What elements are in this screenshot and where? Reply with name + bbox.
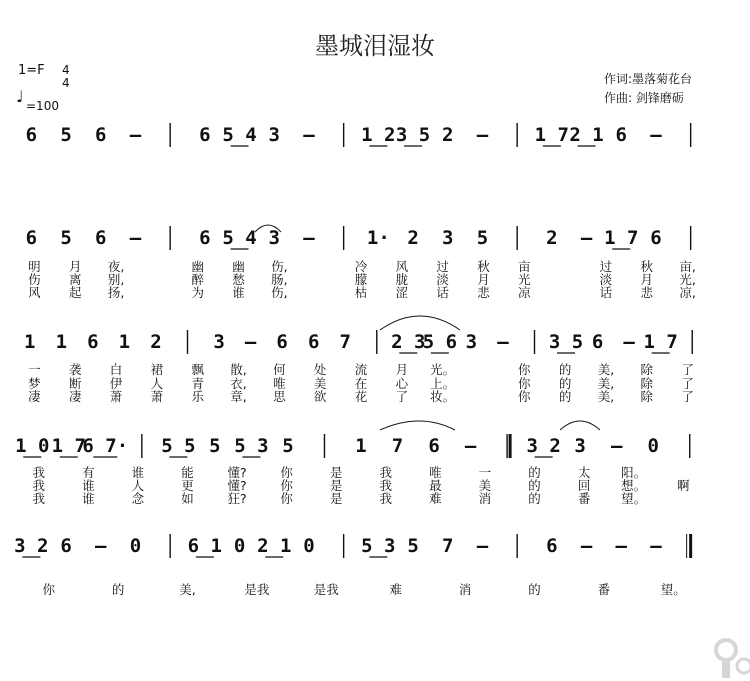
note: 3 2: [526, 435, 561, 457]
lyric-char: 月: [477, 272, 490, 287]
lyric-char: 人: [150, 376, 164, 391]
lyric-char: 衣,: [230, 376, 247, 391]
note: 1 7: [643, 331, 678, 353]
lyric-char: 肠,: [271, 272, 288, 287]
lyric-char: 有: [82, 465, 95, 480]
note: –: [95, 535, 107, 557]
note: 1: [24, 331, 36, 353]
lyric-char: 悲: [477, 285, 490, 300]
lyric-char: 除: [640, 362, 654, 377]
note: 1 2: [361, 124, 396, 146]
lyric-char: 淡: [436, 272, 449, 287]
lyric-char: 话: [599, 285, 613, 300]
lyric-char: 欲: [313, 389, 327, 404]
lyric-char: 离: [68, 272, 82, 287]
lyric-char: 最: [429, 478, 442, 493]
lyric-char: 的: [528, 465, 541, 480]
lyric-char: 悲: [640, 285, 654, 300]
note: 3 2: [14, 535, 49, 557]
lyric-char: 你: [280, 491, 293, 506]
lyric-char: 我: [379, 465, 393, 480]
lyric-char: 除: [640, 389, 654, 404]
lyric-char: 涩: [395, 285, 409, 300]
lyric-char: 的: [558, 362, 572, 377]
lyric-char: 青: [191, 376, 204, 391]
lyric-char: 枯: [354, 285, 368, 300]
lyric-char: 我: [379, 478, 393, 493]
note: 6: [428, 435, 440, 457]
lyric-char: 萧: [109, 389, 123, 404]
note: –: [650, 124, 662, 146]
note: 5: [60, 124, 72, 146]
note: 5 3: [234, 435, 269, 457]
lyric-char: 是: [329, 491, 343, 506]
lyric-char: 光,: [679, 272, 696, 287]
lyric-char: 谁: [82, 478, 95, 493]
lyric-char: 章,: [230, 389, 247, 404]
note: 5 5: [161, 435, 196, 457]
note: –: [464, 435, 477, 457]
lyric-char: 过: [436, 259, 449, 274]
lyric-char: 是我: [244, 582, 270, 597]
note: –: [476, 124, 489, 146]
lyric-char: 唯: [429, 465, 442, 480]
lyric-char: 的: [558, 389, 572, 404]
note: 6: [276, 331, 288, 353]
lyric-char: 过: [599, 259, 613, 274]
lyric-char: 醉: [191, 272, 204, 287]
lyric-char: 阳。: [621, 465, 647, 480]
lyric-char: 你: [518, 376, 531, 391]
time-signature-bottom: 4: [62, 76, 70, 90]
tempo-bpm: =100: [26, 99, 59, 113]
lyric-char: 谁: [131, 465, 145, 480]
lyric-char: 淡: [599, 272, 613, 287]
note: 5: [209, 435, 221, 457]
lyric-char: 我: [379, 491, 393, 506]
lyric-char: 了: [681, 362, 694, 377]
lyric-char: 我: [32, 491, 46, 506]
note: 3: [574, 435, 586, 457]
lyric-char: 起: [68, 285, 82, 300]
slur: [380, 421, 455, 430]
lyric-char: 月: [395, 362, 409, 377]
lyric-char: 一: [478, 465, 492, 480]
lyric-char: 的: [111, 582, 125, 597]
lyric-char: 夜,: [107, 259, 125, 274]
lyric-char: 伤,: [271, 285, 288, 300]
lyric-char: 美,: [597, 362, 615, 377]
lyric-char: 你: [518, 389, 531, 404]
lyric-char: 一: [28, 362, 41, 377]
note: 0: [233, 535, 246, 557]
lyric-char: 你: [280, 478, 293, 493]
note: 5 4: [222, 227, 257, 249]
lyric-char: 风: [28, 285, 41, 300]
note: 1 7: [604, 227, 639, 249]
lyric-char: 难: [429, 491, 442, 506]
lyric-char: 散,: [230, 362, 247, 377]
lyric-char: 望。: [660, 582, 686, 597]
lyric-char: 的: [528, 478, 541, 493]
time-signature-top: 4: [62, 63, 70, 77]
note: 6: [95, 124, 107, 146]
note: 1: [355, 435, 367, 457]
lyric-char: 懂?: [227, 478, 247, 493]
note: 2 3: [391, 331, 426, 353]
lyric-char: 想。: [621, 478, 647, 493]
lyric-char: 亩,: [679, 259, 696, 274]
key-signature: 1=F: [18, 63, 45, 78]
lyric-char: 明: [28, 259, 41, 274]
lyric-char: 能: [181, 465, 194, 480]
note: 6 1: [187, 535, 223, 557]
lyric-char: 唯: [273, 376, 286, 391]
note: 6: [615, 124, 627, 146]
lyric-char: 萧: [150, 389, 164, 404]
note: 6: [25, 124, 38, 146]
note: 3: [442, 227, 454, 249]
lyric-char: 美,: [597, 376, 615, 391]
note: –: [129, 124, 142, 146]
lyric-char: 除: [640, 376, 654, 391]
note: –: [580, 535, 593, 557]
lyric-char: 月: [68, 259, 82, 274]
lyric-char: 别,: [107, 272, 125, 287]
note: 2: [546, 227, 558, 249]
lyric-char: 白: [109, 362, 123, 377]
lyric-char: 番: [577, 491, 591, 506]
lyric-char: 番: [597, 582, 611, 597]
note: 1 0: [15, 435, 50, 457]
note: 3 5: [395, 124, 431, 146]
note: 5 3: [361, 535, 396, 557]
lyric-char: 我: [32, 465, 46, 480]
lyric-char: 何: [273, 362, 286, 377]
lyric-char: 乐: [191, 389, 204, 404]
lyric-char: 光。: [430, 362, 456, 377]
note: 6: [307, 331, 320, 353]
note: –: [476, 535, 489, 557]
lyric-char: 是我: [313, 582, 339, 597]
note: –: [303, 124, 315, 146]
lyric-char: 你: [42, 582, 55, 597]
note: 6: [87, 331, 99, 353]
lyric-char: 裙: [150, 362, 164, 377]
lyric-char: 月: [640, 272, 654, 287]
note: 2: [150, 331, 162, 353]
lyric-char: 伤: [28, 272, 41, 287]
note: –: [615, 535, 627, 557]
note: –: [244, 331, 257, 353]
note: 0: [303, 535, 315, 557]
lyric-char: 的: [558, 376, 572, 391]
lyric-char: 谁: [82, 491, 95, 506]
lyric-char: 美: [478, 478, 492, 493]
note: 5 4: [222, 124, 257, 146]
lyric-char: 消: [478, 491, 492, 506]
lyric-char: 梦: [28, 376, 41, 391]
lyric-char: 流: [354, 362, 368, 377]
note: 5: [282, 435, 294, 457]
lyric-char: 亩: [518, 259, 531, 274]
note: 1 7: [51, 435, 86, 457]
note: 1: [118, 331, 131, 353]
lyric-char: 更: [181, 478, 194, 493]
lyricist-credit: 作词:墨落菊花台: [604, 72, 693, 86]
lyric-char: 念: [131, 491, 145, 506]
note: –: [650, 535, 662, 557]
note: 6: [199, 124, 211, 146]
lyric-char: 了: [395, 389, 409, 404]
lyric-char: 断: [68, 376, 82, 391]
note: –: [623, 331, 635, 353]
lyric-char: 的: [528, 582, 541, 597]
note: –: [610, 435, 623, 457]
lyric-char: 伤,: [271, 259, 288, 274]
lyric-char: 光: [518, 272, 531, 287]
lyric-char: 了: [681, 376, 694, 391]
note: 6: [199, 227, 211, 249]
lyric-char: 幽: [191, 259, 204, 274]
lyric-char: 是: [329, 478, 343, 493]
lyric-char: 思: [273, 389, 286, 404]
note: 1·: [366, 227, 390, 249]
note: 7: [442, 535, 454, 557]
lyric-char: 话: [436, 285, 449, 300]
note: 7: [391, 435, 404, 457]
lyric-char: 凄: [28, 389, 41, 404]
lyric-char: 是: [329, 465, 343, 480]
lyric-char: 愁: [232, 272, 245, 287]
note: 2 1: [257, 535, 292, 557]
lyric-char: 谁: [232, 285, 245, 300]
note: 3 5: [548, 331, 584, 353]
note: 5 6: [422, 331, 458, 353]
lyric-char: 在: [354, 376, 368, 391]
note: 6: [95, 227, 107, 249]
lyric-char: 回: [577, 478, 591, 493]
note: 3: [268, 227, 280, 249]
lyric-char: 飘: [191, 362, 204, 377]
lyric-char: 消: [458, 582, 472, 597]
note: 3: [268, 124, 280, 146]
note: 6 7·: [82, 435, 129, 457]
note: 7: [339, 331, 351, 353]
song-title: 墨城泪湿妆: [315, 32, 435, 60]
lyric-char: 的: [528, 491, 541, 506]
lyric-char: 朦: [354, 272, 368, 287]
lyric-char: 伊: [109, 376, 123, 391]
note: –: [129, 227, 142, 249]
note: 6: [650, 227, 662, 249]
lyric-char: 我: [32, 478, 46, 493]
note: 2: [442, 124, 454, 146]
lyric-char: 秋: [477, 259, 490, 274]
lyric-char: 胧: [395, 272, 409, 287]
composer-credit: 作曲: 剑锋磨砺: [604, 91, 684, 105]
lyric-char: 扬,: [107, 285, 125, 300]
note: 3: [465, 331, 478, 353]
lyric-char: 美,: [597, 389, 615, 404]
lyric-char: 花: [354, 389, 368, 404]
lyric-char: 你: [280, 465, 293, 480]
note: 5: [60, 227, 72, 249]
lyric-char: 为: [191, 285, 204, 300]
lyric-char: 啊: [676, 478, 690, 493]
note: 2: [407, 227, 419, 249]
lyric-char: 难: [389, 582, 402, 597]
lyric-char: 秋: [640, 259, 654, 274]
note: 2 1: [569, 124, 604, 146]
lyric-char: 凉,: [679, 285, 696, 300]
watermark-logo-icon: [712, 636, 750, 681]
lyric-char: 心: [395, 376, 409, 391]
lyric-char: 美,: [179, 582, 196, 597]
lyric-char: 凄: [68, 389, 82, 404]
lyric-char: 狂?: [227, 491, 247, 506]
quarter-note-icon: ♩: [16, 87, 24, 106]
lyric-char: 凉: [518, 285, 531, 300]
note: 3: [213, 331, 225, 353]
lyric-char: 你: [518, 362, 531, 377]
lyric-char: 太: [577, 465, 591, 480]
lyric-char: 上。: [430, 376, 456, 391]
note: 1 7: [534, 124, 570, 146]
lyric-char: 人: [131, 478, 145, 493]
note: 1: [55, 331, 68, 353]
lyric-char: 处: [313, 362, 327, 377]
lyric-char: 妆。: [430, 389, 456, 404]
lyric-char: 冷: [354, 259, 368, 274]
note: 6: [60, 535, 72, 557]
slur: [380, 316, 460, 330]
note: –: [497, 331, 509, 353]
note: 0: [129, 535, 142, 557]
note: –: [303, 227, 315, 249]
note: 5: [407, 535, 419, 557]
lyric-char: 美: [313, 376, 327, 391]
note: 6: [546, 535, 558, 557]
lyric-char: 风: [395, 259, 409, 274]
note: 6: [25, 227, 38, 249]
lyric-char: 懂?: [227, 465, 247, 480]
slur: [560, 421, 600, 430]
lyric-char: 袭: [68, 362, 82, 377]
lyric-char: 了: [681, 389, 694, 404]
note: 0: [647, 435, 659, 457]
lyric-char: 望。: [621, 491, 647, 506]
note: 5: [476, 227, 489, 249]
note: 6: [591, 331, 604, 353]
lyric-char: 如: [181, 491, 194, 506]
lyric-char: 幽: [232, 259, 245, 274]
note: –: [580, 227, 593, 249]
